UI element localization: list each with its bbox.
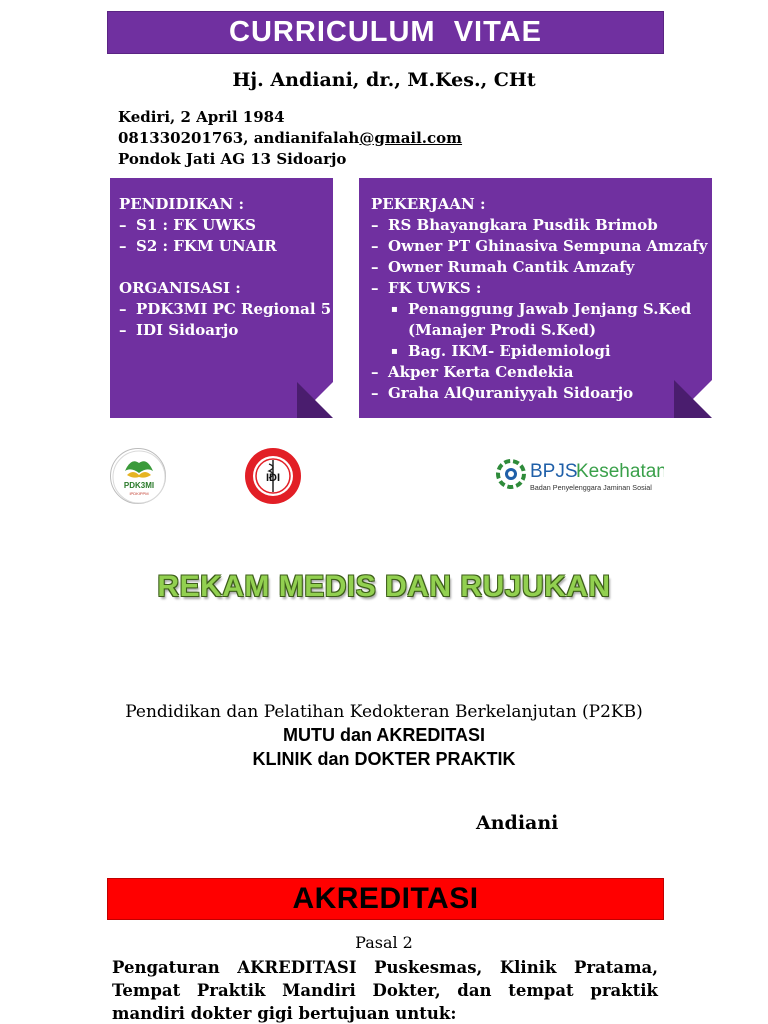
email-link[interactable]: @gmail.com [359,129,463,147]
idi-logo [245,448,301,504]
cv-title-banner [107,11,664,54]
sub-list-item: (Manajer Prodi S.Ked) [408,321,597,339]
list-item: – S1 : FK UWKS [119,216,256,234]
page-fold-shadow [297,382,333,418]
education-organization-card [110,178,333,418]
pdk3mi-text: PDK3MI [123,481,155,490]
organization-heading: ORGANISASI : [119,279,241,297]
course-title-line1: MUTU dan AKREDITASI [283,725,485,745]
cv-title: CURRICULUM VITAE [229,16,542,48]
work-heading: PEKERJAAN : [371,195,486,213]
akreditasi-banner [107,878,664,920]
contact-block [118,107,462,170]
bpjs-brand: BPJS [530,461,578,482]
bpjs-tagline: Badan Penyelenggara Jaminan Sosial [530,483,652,492]
idi-text: IDI [265,472,281,484]
work-card [359,178,712,418]
list-item: – RS Bhayangkara Pusdik Brimob [371,216,658,234]
list-item: – IDI Sidoarjo [119,321,239,339]
pdk3mi-subtext: IPDKIPPM [129,491,149,496]
page-fold-shadow [674,380,712,418]
bpjs-kesehatan-logo [494,452,664,498]
author-name: Andiani [476,812,559,834]
bpjs-word: Kesehatan [576,461,664,482]
phone-email: 081330201763, andianifalah@gmail.com [118,129,463,147]
address: Pondok Jati AG 13 Sidoarjo [118,150,347,168]
pasal-heading: Pasal 2 [355,933,413,952]
rekam-medis-title: REKAM MEDIS DAN RUJUKAN [157,570,611,603]
education-heading: PENDIDIKAN : [119,195,245,213]
p2kb-line: Pendidikan dan Pelatihan Kedokteran Berkelanjutan (P2KB) [125,702,643,722]
pasal-text: Pengaturan AKREDITASI Puskesmas, Klinik Pratama, Tempat Praktik Mandiri Dokter, dan tempat praktik mandiri dokter gigi bertujuan untuk: [112,958,658,1023]
list-item: – Owner Rumah Cantik Amzafy [371,258,635,276]
list-item: – S2 : FKM UNAIR [119,237,277,255]
list-item: – Akper Kerta Cendekia [371,363,574,381]
list-item: – PDK3MI PC Regional 5 [119,300,332,318]
birth-info: Kediri, 2 April 1984 [118,108,285,126]
profile-name: Hj. Andiani, dr., M.Kes., CHt [232,69,536,91]
list-item: – FK UWKS : [371,279,482,297]
course-title-line2: KLINIK dan DOKTER PRAKTIK [252,749,516,769]
list-item: – Graha AlQuraniyyah Sidoarjo [371,384,634,402]
akreditasi-title: AKREDITASI [292,882,479,915]
pdk3mi-logo [110,448,166,504]
sub-list-item: ▪ Bag. IKM- Epidemiologi [391,342,611,360]
course-title [0,723,768,771]
list-item: – Owner PT Ghinasiva Sempuna Amzafy [371,237,708,255]
sub-list-item: ▪ Penanggung Jawab Jenjang S.Ked [391,300,692,318]
